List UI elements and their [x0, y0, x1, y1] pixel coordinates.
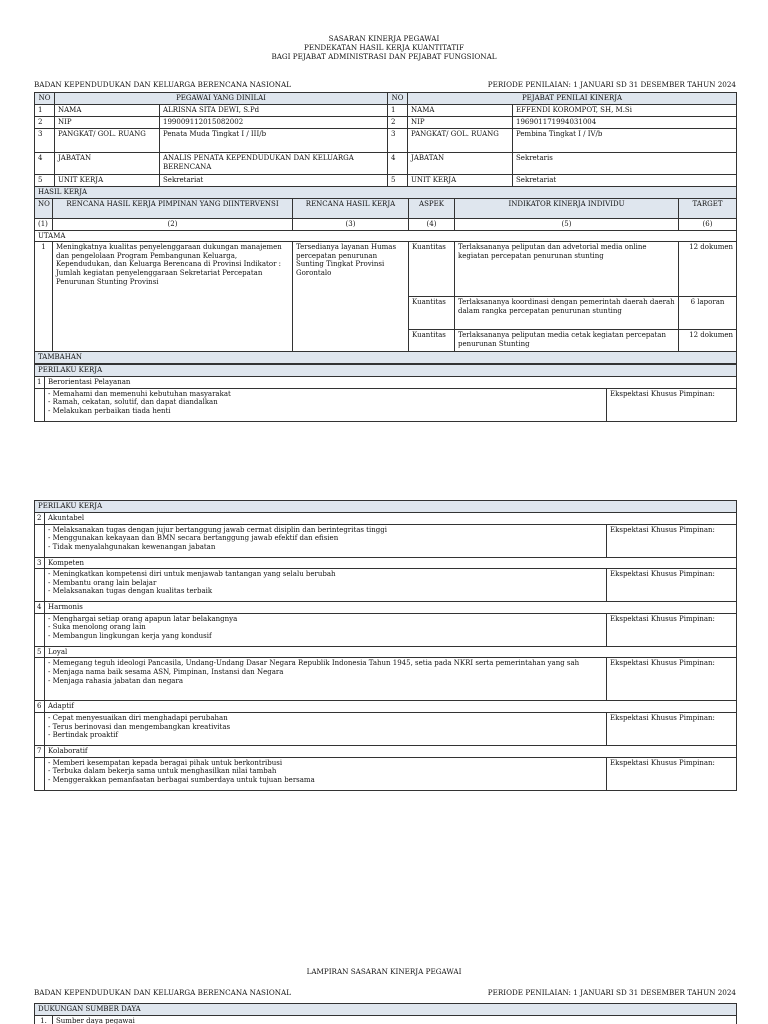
behavior-item: - Membantu orang lain belajar — [48, 578, 157, 587]
column-header: RENCANA HASIL KERJA PIMPINAN YANG DIINTERVENSI — [53, 199, 293, 219]
row-number: 1 — [388, 105, 408, 117]
target: 6 laporan — [679, 297, 737, 330]
behavior-item: - Suka menolong orang lain — [48, 623, 146, 632]
column-number: (6) — [679, 219, 737, 231]
field-value: ANALIS PENATA KEPENDUDUKAN DAN KELUARGA BERENCANA — [160, 153, 388, 175]
behavior-item: - Melaksanakan tugas dengan kualitas terbaik — [48, 587, 213, 596]
behavior-items — [45, 757, 607, 790]
behavior-number: 7 — [35, 745, 45, 757]
row-number: 2 — [35, 117, 55, 129]
document-subtitle: PENDEKATAN HASIL KERJA KUANTITATIF — [304, 43, 464, 52]
spacer-cell — [35, 613, 45, 646]
utama-number: 1 — [35, 242, 53, 352]
column-number: (3) — [293, 219, 409, 231]
field-label: JABATAN — [55, 153, 160, 175]
ekspektasi-label: Ekspektasi Khusus Pimpinan: — [607, 569, 737, 602]
lampiran-institution-period-line — [34, 988, 736, 997]
rhk: Tersedianya layanan Humas percepatan penurunan Sunting Tingkat Provinsi Gorontalo — [293, 242, 409, 352]
column-number: (4) — [409, 219, 455, 231]
institution-name: BADAN KEPENDUDUKAN DAN KELUARGA BERENCANA NASIONAL — [34, 80, 291, 89]
behavior-item: - Memberi kesempatan kepada beragai pihak untuk berkontribusi — [48, 758, 283, 767]
aspek: Kuantitas — [409, 297, 455, 330]
behavior-number: 3 — [35, 557, 45, 569]
identity-row — [35, 105, 737, 117]
column-header: NO — [35, 199, 53, 219]
column-header: ASPEK — [409, 199, 455, 219]
behavior-item: - Memegang teguh ideologi Pancasila, Undang-Undang Dasar Negara Republik Indonesia Tahun 1945, setia pada NKRI serta pemerintahan yang sah — [48, 659, 580, 668]
behavior-title: Loyal — [45, 646, 737, 658]
field-label: NIP — [408, 117, 513, 129]
column-header: INDIKATOR KINERJA INDIVIDU — [455, 199, 679, 219]
target: 12 dokumen — [679, 242, 737, 297]
document-subtitle-2: BAGI PEJABAT ADMINISTRASI DAN PEJABAT FUNGSIONAL — [271, 52, 497, 61]
hasil-kerja-label: HASIL KERJA — [35, 187, 737, 199]
document-title: SASARAN KINERJA PEGAWAI — [328, 34, 440, 43]
row-number: 3 — [388, 129, 408, 153]
field-value: 196901171994031004 — [513, 117, 737, 129]
rhk-pimpinan: Meningkatnya kualitas penyelenggaraan dukungan manajemen dan pengelolaan Program Pembangunan Keluarga, Kependudukan, dan Keluarga Berencana di Provinsi Indikator : Jumlah kegiatan penyelenggaraan Sekretariat Percepatan Penurunan Stunting Provinsi — [53, 242, 293, 352]
lampiran-title: LAMPIRAN SASARAN KINERJA PEGAWAI — [306, 967, 462, 976]
behavior-item: - Bertindak proaktif — [48, 731, 119, 740]
row-number: 4 — [35, 153, 55, 175]
ekspektasi-label: Ekspektasi Khusus Pimpinan: — [607, 388, 737, 421]
behavior-item: - Melakukan perbaikan tiada henti — [48, 406, 171, 415]
field-value: Sekretariat — [160, 175, 388, 187]
utama-label: UTAMA — [35, 230, 737, 242]
resource-item: Sumber daya pegawai — [53, 1016, 737, 1024]
behavior-items — [45, 388, 607, 421]
institution-period-line — [34, 80, 736, 89]
field-label: JABATAN — [408, 153, 513, 175]
perilaku-kerja-label: PERILAKU KERJA — [35, 365, 737, 377]
column-number: (2) — [53, 219, 293, 231]
behavior-item: - Tidak menyalahgunakan kewenangan jabatan — [48, 542, 216, 551]
behavior-title: Kolaboratif — [45, 745, 737, 757]
field-value: Sekretaris — [513, 153, 737, 175]
spacer-cell — [35, 757, 45, 790]
behavior-item: - Terus berinovasi dan mengembangkan kreativitas — [48, 722, 231, 731]
resource-number: 1. — [35, 1016, 53, 1024]
field-value: EFFENDI KOROMPOT, SH, M.Si — [513, 105, 737, 117]
field-value: 199009112015082002 — [160, 117, 388, 129]
behavior-title: Kompeten — [45, 557, 737, 569]
perilaku-kerja-table-2 — [34, 500, 737, 791]
no-header-2: NO — [388, 93, 408, 105]
behavior-title: Akuntabel — [45, 513, 737, 525]
field-value: Pembina Tingkat I / IV/b — [513, 129, 737, 153]
behavior-item: - Menggunakan kekayaan dan BMN secara bertanggung jawab efektif dan efisien — [48, 534, 339, 543]
pegawai-header: PEGAWAI YANG DINILAI — [55, 93, 388, 105]
spacer-cell — [35, 712, 45, 745]
ekspektasi-label: Ekspektasi Khusus Pimpinan: — [607, 757, 737, 790]
row-number: 4 — [388, 153, 408, 175]
behavior-title: Harmonis — [45, 602, 737, 614]
perilaku-kerja-table-1 — [34, 364, 737, 422]
dukungan-label: DUKUNGAN SUMBER DAYA — [35, 1004, 737, 1016]
field-label: NAMA — [408, 105, 513, 117]
field-label: NAMA — [55, 105, 160, 117]
behavior-number: 4 — [35, 602, 45, 614]
row-number: 1 — [35, 105, 55, 117]
identity-row — [35, 129, 737, 153]
field-value: ALRISNA SITA DEWI, S.Pd — [160, 105, 388, 117]
spacer-cell — [35, 524, 45, 557]
behavior-item: - Menghargai setiap orang apapun latar belakangnya — [48, 614, 238, 623]
spacer-cell — [35, 388, 45, 421]
table-row — [35, 242, 737, 297]
row-number: 5 — [35, 175, 55, 187]
field-label: NIP — [55, 117, 160, 129]
indikator: Terlaksananya peliputan media cetak kegiatan percepatan penurunan Stunting — [455, 330, 679, 352]
perilaku-kerja-label: PERILAKU KERJA — [35, 501, 737, 513]
behavior-items — [45, 524, 607, 557]
ekspektasi-label: Ekspektasi Khusus Pimpinan: — [607, 712, 737, 745]
row-number: 5 — [388, 175, 408, 187]
behavior-items — [45, 658, 607, 701]
indikator: Terlaksananya peliputan dan advetorial media online kegiatan percepatan penurunan stunting — [455, 242, 679, 297]
behavior-item: - Meningkatkan kompetensi diri untuk menjawab tantangan yang selalu berubah — [48, 570, 336, 579]
row-number: 2 — [388, 117, 408, 129]
field-label: PANGKAT/ GOL. RUANG — [55, 129, 160, 153]
pejabat-header: PEJABAT PENILAI KINERJA — [408, 93, 737, 105]
field-label: PANGKAT/ GOL. RUANG — [408, 129, 513, 153]
field-label: UNIT KERJA — [55, 175, 160, 187]
lampiran-header — [0, 967, 768, 976]
no-header: NO — [35, 93, 55, 105]
dukungan-sumber-daya-table — [34, 1003, 737, 1024]
behavior-number: 5 — [35, 646, 45, 658]
identity-row — [35, 153, 737, 175]
ekspektasi-label: Ekspektasi Khusus Pimpinan: — [607, 524, 737, 557]
indikator: Terlaksananya koordinasi dengan pemerintah daerah daerah dalam rangka percepatan penurunan stunting — [455, 297, 679, 330]
behavior-items — [45, 569, 607, 602]
lampiran-period: PERIODE PENILAIAN: 1 JANUARI SD 31 DESEMBER TAHUN 2024 — [487, 988, 736, 997]
identity-row — [35, 175, 737, 187]
behavior-item: - Menggerakkan pemanfaatan berbagai sumberdaya untuk tujuan bersama — [48, 775, 315, 784]
behavior-number: 2 — [35, 513, 45, 525]
ekspektasi-label: Ekspektasi Khusus Pimpinan: — [607, 613, 737, 646]
column-header: TARGET — [679, 199, 737, 219]
behavior-item: - Terbuka dalam bekerja sama untuk menghasilkan nilai tambah — [48, 767, 277, 776]
behavior-item: - Ramah, cekatan, solutif, dan dapat diandalkan — [48, 398, 218, 407]
row-number: 3 — [35, 129, 55, 153]
aspek: Kuantitas — [409, 330, 455, 352]
field-value: Penata Muda Tingkat I / III/b — [160, 129, 388, 153]
lampiran-institution: BADAN KEPENDUDUKAN DAN KELUARGA BERENCANA NASIONAL — [34, 988, 291, 997]
behavior-items — [45, 712, 607, 745]
behavior-item: - Memahami dan memenuhi kebutuhan masyarakat — [48, 389, 231, 398]
spacer-cell — [35, 569, 45, 602]
behavior-item: - Membangun lingkungan kerja yang kondusif — [48, 631, 212, 640]
behavior-items — [45, 613, 607, 646]
behavior-item: - Menjaga rahasia jabatan dan negara — [48, 676, 183, 685]
aspek: Kuantitas — [409, 242, 455, 297]
column-header: RENCANA HASIL KERJA — [293, 199, 409, 219]
field-label: UNIT KERJA — [408, 175, 513, 187]
column-number: (1) — [35, 219, 53, 231]
field-value: Sekretariat — [513, 175, 737, 187]
behavior-item: - Cepat menyesuaikan diri menghadapi perubahan — [48, 713, 228, 722]
behavior-number: 1 — [35, 377, 45, 389]
target: 12 dokumen — [679, 330, 737, 352]
identity-row — [35, 117, 737, 129]
ekspektasi-label: Ekspektasi Khusus Pimpinan: — [607, 658, 737, 701]
spacer-cell — [35, 658, 45, 701]
assessment-period: PERIODE PENILAIAN: 1 JANUARI SD 31 DESEMBER TAHUN 2024 — [487, 80, 736, 89]
behavior-item: - Menjaga nama baik sesama ASN, Pimpinan, Instansi dan Negara — [48, 667, 284, 676]
identity-table — [34, 92, 737, 187]
column-number: (5) — [455, 219, 679, 231]
tambahan-label: TAMBAHAN — [35, 352, 737, 364]
behavior-title: Berorientasi Pelayanan — [45, 377, 737, 389]
document-header — [0, 34, 768, 61]
hasil-kerja-table — [34, 186, 737, 364]
behavior-item: - Melaksanakan tugas dengan jujur bertanggung jawab cermat disiplin dan berintegritas tinggi — [48, 525, 387, 534]
behavior-number: 6 — [35, 701, 45, 713]
behavior-title: Adaptif — [45, 701, 737, 713]
